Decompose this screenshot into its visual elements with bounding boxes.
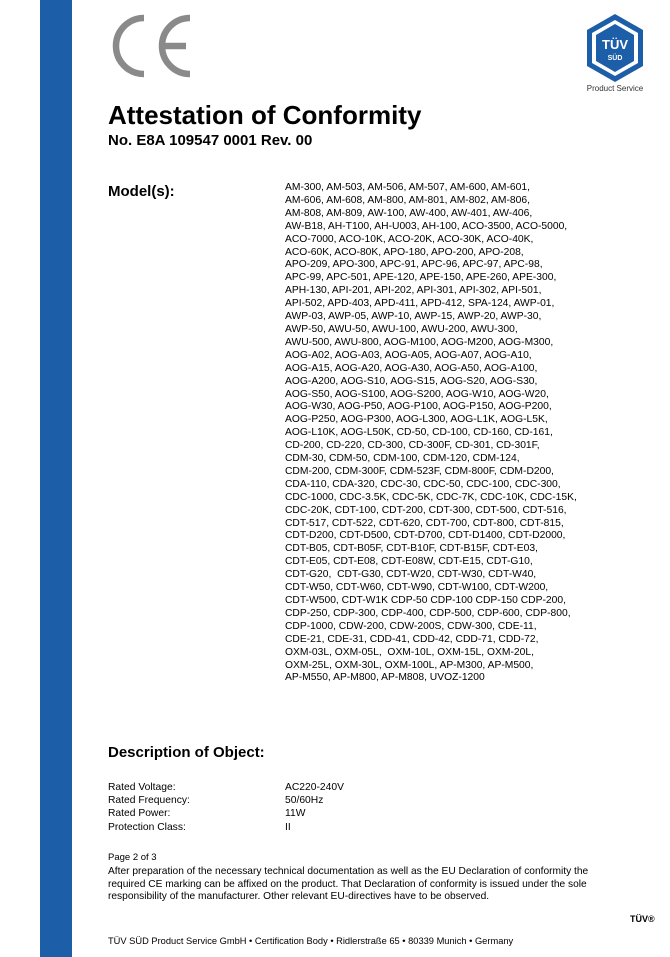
model-line: CDT-D200, CDT-D500, CDT-D700, CDT-D1400, CDT-D2000, (285, 530, 566, 542)
model-line: CDA-110, CDA-320, CDC-30, CDC-50, CDC-100, CDC-300, (285, 478, 561, 490)
tuv-logo-text: TÜV (602, 37, 628, 52)
side-band-text: ZERTIFIKAT ◆ CERTIFICATE ◆ 認證證書 ◆ СЕРТИФИКАТ ◆ CERTIFICADO ◆ CERTIFICAT (86, 41, 106, 915)
model-line: CDC-20K, CDT-100, CDT-200, CDT-300, CDT-500, CDT-516, (285, 504, 567, 516)
model-line: AP-M550, AP-M800, AP-M808, UVOZ-1200 (285, 672, 485, 684)
tuv-logo-subtext: SÜD (607, 55, 623, 62)
spec-label: Rated Power: (108, 808, 171, 820)
footer-tuv-mark: TÜV® (630, 914, 655, 924)
models-label: Model(s): (108, 183, 175, 200)
model-line: AOG-S50, AOG-S100, AOG-S200, AOG-W10, AOG-W20, (285, 388, 549, 400)
model-line: AOG-P250, AOG-P300, AOG-L300, AOG-L1K, AOG-L5K, (285, 414, 548, 426)
model-line: CDP-1000, CDW-200, CDW-200S, CDW-300, CDE-11, (285, 620, 537, 632)
model-line: API-502, APD-403, APD-411, APD-412, SPA-124, AWP-01, (285, 298, 555, 310)
model-line: AOG-W30, AOG-P50, AOG-P100, AOG-P150, AOG-P200, (285, 401, 552, 413)
tuv-sud-logo (583, 12, 647, 84)
spec-value: AC220-240V (285, 782, 344, 793)
spec-label: Protection Class: (108, 821, 186, 833)
spec-value: 50/60Hz (285, 795, 324, 807)
spec-row (108, 794, 344, 807)
model-line: CDM-30, CDM-50, CDM-100, CDM-120, CDM-124, (285, 453, 520, 465)
spec-label: Rated Frequency: (108, 795, 190, 807)
model-line: AM-606, AM-608, AM-800, AM-801, AM-802, AM-806, (285, 194, 530, 206)
model-line: AOG-A15, AOG-A20, AOG-A30, AOG-A50, AOG-A100, (285, 362, 538, 374)
spec-label: Rated Voltage: (108, 782, 176, 793)
model-line: CDT-G20, CDT-G30, CDT-W20, CDT-W30, CDT-W40, (285, 569, 537, 581)
models-list (285, 182, 635, 685)
model-line: ACO-7000, ACO-10K, ACO-20K, ACO-30K, ACO-40K, (285, 233, 534, 245)
model-line: AM-808, AM-809, AW-100, AW-400, AW-401, AW-406, (285, 207, 533, 219)
certificate-number: No. E8A 109547 0001 Rev. 00 (108, 132, 313, 149)
page-number: Page 2 of 3 (108, 852, 157, 863)
description-label: Description of Object: (108, 744, 265, 761)
model-line: CDT-517, CDT-522, CDT-620, CDT-700, CDT-800, CDT-815, (285, 517, 564, 529)
model-line: CDT-E05, CDT-E08, CDT-E08W, CDT-E15, CDT-G10, (285, 556, 533, 568)
model-line: CDT-B05, CDT-B05F, CDT-B10F, CDT-B15F, CDT-E03, (285, 543, 538, 555)
model-line: OXM-25L, OXM-30L, OXM-100L, AP-M300, AP-M500, (285, 659, 534, 671)
spec-value: 11W (285, 808, 306, 820)
specifications (108, 781, 344, 834)
document-title: Attestation of Conformity (108, 100, 422, 130)
tuv-caption: Product Service (586, 84, 644, 93)
spec-row (108, 781, 344, 794)
model-line: OXM-03L, OXM-05L, OXM-10L, OXM-15L, OXM-20L, (285, 646, 534, 658)
model-line: CDT-W500, CDT-W1K CDP-50 CDP-100 CDP-150 CDP-200, (285, 595, 566, 606)
model-line: AWP-50, AWU-50, AWU-100, AWU-200, AWU-300, (285, 323, 518, 335)
model-line: CD-200, CD-220, CD-300, CD-300F, CD-301, CD-301F, (285, 440, 540, 452)
model-line: AM-300, AM-503, AM-506, AM-507, AM-600, AM-601, (285, 182, 530, 193)
model-line: CDP-250, CDP-300, CDP-400, CDP-500, CDP-600, CDP-800, (285, 607, 571, 619)
model-line: CDT-W50, CDT-W60, CDT-W90, CDT-W100, CDT-W200, (285, 582, 549, 594)
model-line: CDC-1000, CDC-3.5K, CDC-5K, CDC-7K, CDC-10K, CDC-15K, (285, 491, 577, 503)
footer-address: TÜV SÜD Product Service GmbH • Certification Body • Ridlerstraße 65 • 80339 Munich • Germany (108, 936, 514, 946)
spec-row (108, 807, 344, 820)
model-line: APO-209, APO-300, APC-91, APC-96, APC-97, APC-98, (285, 259, 543, 271)
model-line: AWP-03, AWP-05, AWP-10, AWP-15, AWP-20, AWP-30, (285, 311, 542, 323)
spec-row (108, 821, 344, 834)
model-line: AW-B18, AH-T100, AH-U003, AH-100, ACO-3500, ACO-5000, (285, 220, 568, 232)
model-line: ACO-60K, ACO-80K, APO-180, APO-200, APO-208, (285, 246, 524, 258)
ce-mark-logo (108, 14, 198, 78)
model-line: AOG-A02, AOG-A03, AOG-A05, AOG-A07, AOG-A10, (285, 349, 532, 361)
model-line: CDE-21, CDE-31, CDD-41, CDD-42, CDD-71, CDD-72, (285, 633, 539, 645)
model-line: CDM-200, CDM-300F, CDM-523F, CDM-800F, CDM-D200, (285, 465, 554, 477)
model-line: AOG-L10K, AOG-L50K, CD-50, CD-100, CD-160, CD-161, (285, 427, 553, 439)
model-line: AWU-500, AWU-800, AOG-M100, AOG-M200, AOG-M300, (285, 336, 554, 348)
conformity-statement: After preparation of the necessary technical documentation as well as the EU Declaration of conformity the required CE marking can be affixed on the product. That Declaration of conformity is issued under the sole responsibility of the manufacturer. Other relevant EU-directives have to be observed. (108, 866, 589, 903)
spec-value: II (285, 821, 291, 833)
model-line: AOG-A200, AOG-S10, AOG-S15, AOG-S20, AOG-S30, (285, 375, 538, 387)
model-line: APH-130, API-201, API-202, API-301, API-302, API-501, (285, 285, 542, 297)
model-line: APC-99, APC-501, APE-120, APE-150, APE-260, APE-300, (285, 272, 557, 284)
certificate-side-band (40, 0, 106, 957)
